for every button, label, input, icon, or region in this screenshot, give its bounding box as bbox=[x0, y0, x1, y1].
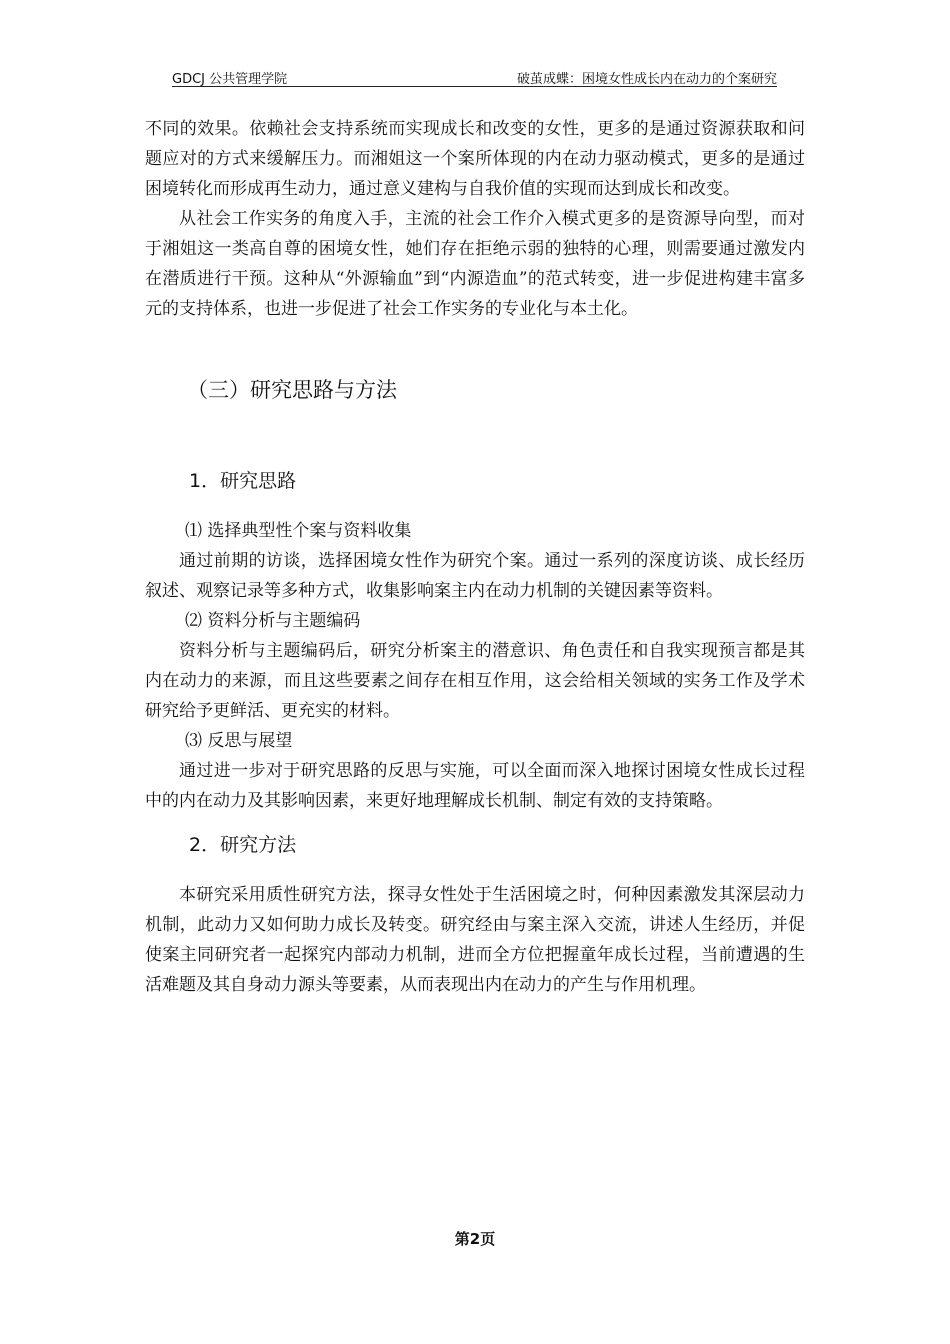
page-number: 第2页 bbox=[454, 1230, 496, 1248]
paragraph-continued: 不同的效果。依赖社会支持系统而实现成长和改变的女性，更多的是通过资源获取和问题应对的方式来缓解压力。而湘姐这一个案所体现的内在动力驱动模式，更多的是通过困境转化而形成再生动力，通过意义建构与自我价值的实现而达到成长和改变。 bbox=[145, 119, 805, 199]
item-title-case-selection: ⑴ 选择典型性个案与资料收集 bbox=[185, 521, 412, 541]
item-title-reflection: ⑶ 反思与展望 bbox=[185, 731, 293, 751]
header-institution: GDCJ 公共管理学院 bbox=[172, 72, 288, 87]
subsection-heading-research-methods: 2．研究方法 bbox=[189, 834, 297, 856]
item-body-case-selection: 通过前期的访谈，选择困境女性作为研究个案。通过一系列的深度访谈、成长经历叙述、观察记录等多种方式，收集影响案主内在动力机制的关键因素等资料。 bbox=[145, 551, 805, 601]
header-paper-title: 破茧成蝶：困境女性成长内在动力的个案研究 bbox=[516, 72, 777, 87]
page-header bbox=[172, 66, 777, 87]
item-body-data-analysis: 资料分析与主题编码后，研究分析案主的潜意识、角色责任和自我实现预言都是其内在动力的来源，而且这些要素之间存在相互作用，这会给相关领域的实务工作及学术研究给予更鲜活、更充实的材料。 bbox=[145, 641, 805, 721]
item-body-reflection: 通过进一步对于研究思路的反思与实施，可以全面而深入地探讨困境女性成长过程中的内在动力及其影响因素，来更好地理解成长机制、制定有效的支持策略。 bbox=[145, 761, 805, 811]
paragraph-social-work: 从社会工作实务的角度入手，主流的社会工作介入模式更多的是资源导向型，而对于湘姐这一类高自尊的困境女性，她们存在拒绝示弱的独特的心理，则需要通过激发内在潜质进行干预。这种从“外源输血”到“内源造血”的范式转变，进一步促进构建丰富多元的支持体系，也进一步促进了社会工作实务的专业化与本土化。 bbox=[145, 209, 805, 319]
page-body bbox=[145, 114, 805, 1000]
section-heading-research-approach: （三）研究思路与方法 bbox=[187, 378, 397, 402]
paragraph-research-methods: 本研究采用质性研究方法，探寻女性处于生活困境之时，何种因素激发其深层动力机制，此动力又如何助力成长及转变。研究经由与案主深入交流，讲述人生经历，并促使案主同研究者一起探究内部动力机制，进而全方位把握童年成长过程，当前遭遇的生活难题及其自身动力源头等要素，从而表现出内在动力的产生与作用机理。 bbox=[145, 885, 805, 995]
item-title-data-analysis: ⑵ 资料分析与主题编码 bbox=[185, 611, 361, 631]
subsection-heading-research-ideas: 1．研究思路 bbox=[189, 470, 297, 492]
